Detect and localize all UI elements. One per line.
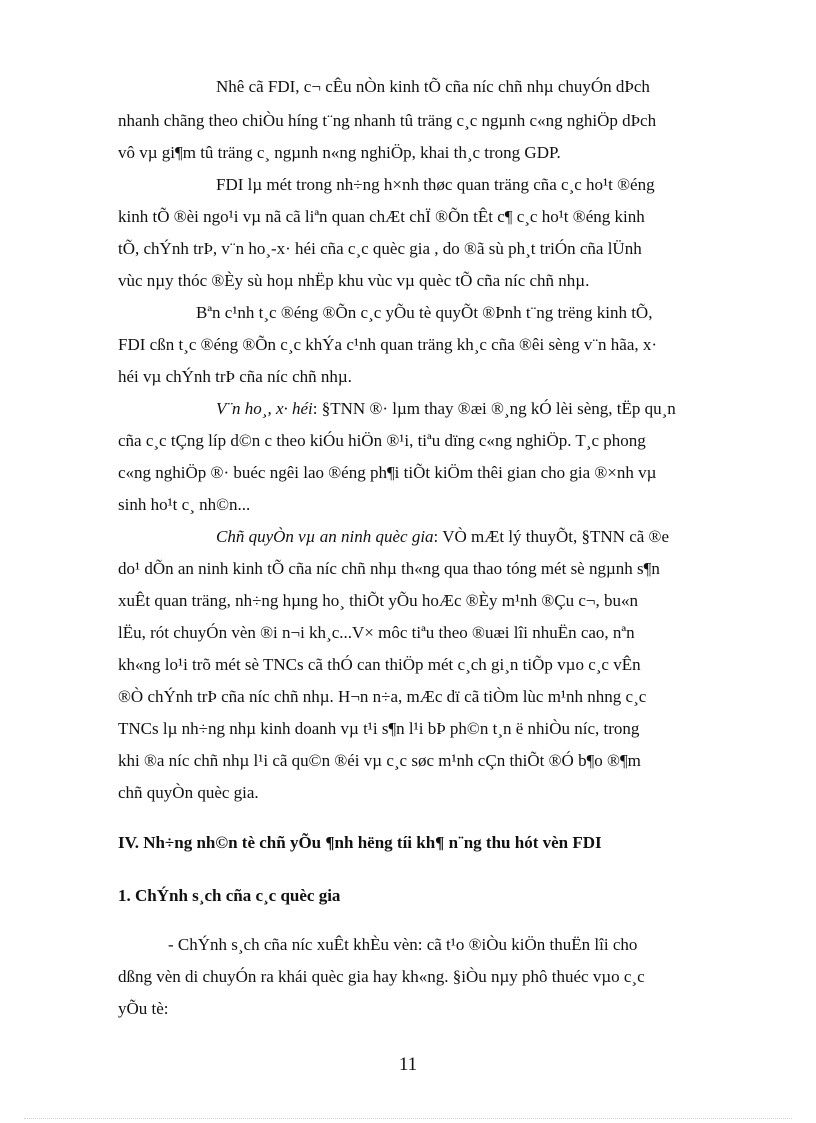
text-line: FDI lµ mét trong nh÷ng h×nh thøc quan träng cña c¸c ho¹t ®éng <box>216 175 655 194</box>
text-line: FDI cßn t¸c ®éng ®Õn c¸c khÝa c¹nh quan träng kh¸c cña ®êi sèng v¨n hãa, x· <box>118 335 658 354</box>
text-line <box>216 527 669 547</box>
text-line: vô vµ gi¶m tû träng c¸ ngµnh n«ng nghiÖp, khai th¸c trong GDP. <box>118 143 561 162</box>
text-run: : VÒ mÆt lý thuyÕt, §TNN cã ®e <box>433 527 670 546</box>
text-line: Nhê cã FDI, c¬ cÊu nÒn kinh tÕ cña níc chñ nhµ chuyÓn dÞch <box>216 77 650 96</box>
text-line: c«ng nghiÖp ®· buéc ngêi lao ®éng ph¶i tiÕt kiÖm thêi gian cho gia ®×nh vµ <box>118 463 657 482</box>
text-line: cña c¸c tÇng líp d©n c theo kiÓu hiÖn ®¹i, tiªu dïng c«ng nghiÖp. T¸c phong <box>118 431 646 450</box>
text-line: lËu, rót chuyÓn vèn ®i n¬i kh¸c...V× môc tiªu theo ®uæi lîi nhuËn cao, nªn <box>118 623 635 642</box>
text-line: Bªn c¹nh t¸c ®éng ®Õn c¸c yÕu tè quyÕt ®Þnh t¨ng trëng kinh tÕ, <box>196 303 653 322</box>
text-line: nhanh chãng theo chiÒu híng t¨ng nhanh tû träng c¸c ngµnh c«ng nghiÖp dÞch <box>118 111 657 130</box>
page-number: 11 <box>398 1054 418 1075</box>
text-line: tÕ, chÝnh trÞ, v¨n ho¸-x· héi cña c¸c quèc gia , do ®ã sù ph¸t triÓn cña lÜnh <box>118 239 642 258</box>
text-line: dßng vèn di chuyÓn ra khái quèc gia hay kh«ng. §iÒu nµy phô thuéc vµo c¸c <box>118 967 645 986</box>
text-line: chñ quyÒn quèc gia. <box>118 783 259 802</box>
text-line <box>216 399 676 419</box>
text-line: kh«ng lo¹i trõ mét sè TNCs cã thÓ can thiÖp mét c¸ch gi¸n tiÕp vµo c¸c vÊn <box>118 655 641 674</box>
text-line: sinh ho¹t c¸ nh©n... <box>118 495 251 514</box>
text-line: ®Ò chÝnh trÞ cña níc chñ nhµ. H¬n n÷a, mÆc dï cã tiÒm lùc m¹nh nhng c¸c <box>118 687 647 706</box>
section-heading-italic: Chñ quyÒn vµ an ninh quèc gia <box>216 527 434 546</box>
text-line: héi vµ chÝnh trÞ cña níc chñ nhµ. <box>118 367 352 386</box>
subsection-heading: 1. ChÝnh s¸ch cña c¸c quèc gia <box>118 886 341 905</box>
text-line: do¹ dÕn an ninh kinh tÕ cña níc chñ nhµ th«ng qua thao tóng mét sè ngµnh s¶n <box>118 559 660 578</box>
text-line: - ChÝnh s¸ch cña níc xuÊt khÈu vèn: cã t¹o ®iÒu kiÖn thuËn lîi cho <box>168 935 638 954</box>
text-line: yÕu tè: <box>118 999 169 1018</box>
section-heading-italic: V¨n ho¸, x· héi <box>216 399 313 418</box>
text-line: vùc nµy thóc ®Èy sù hoµ nhËp khu vùc vµ quèc tÕ cña níc chñ nhµ. <box>118 271 590 290</box>
section-heading: IV. Nh÷ng nh©n tè chñ yÕu ¶nh hëng tíi kh¶ n¨ng thu hót vèn FDI <box>118 833 602 852</box>
text-line: khi ®a níc chñ nhµ l¹i cã qu©n ®éi vµ c¸c søc m¹nh cÇn thiÕt ®Ó b¶o ®¶m <box>118 751 641 770</box>
text-line: TNCs lµ nh÷ng nhµ kinh doanh vµ t¹i s¶n l¹i bÞ ph©n t¸n ë nhiÒu níc, trong <box>118 719 640 738</box>
page-border-divider <box>24 1118 792 1119</box>
text-line: xuÊt quan träng, nh÷ng hµng ho¸ thiÕt yÕu hoÆc ®Èy m¹nh ®Çu c¬, bu«n <box>118 591 639 610</box>
text-run: : §TNN ®· lµm thay ®æi ®¸ng kÓ lèi sèng, tËp qu¸n <box>312 399 676 418</box>
text-line: kinh tÕ ®èi ngo¹i vµ nã cã liªn quan chÆt chÏ ®Õn tÊt c¶ c¸c ho¹t ®éng kinh <box>118 207 645 226</box>
